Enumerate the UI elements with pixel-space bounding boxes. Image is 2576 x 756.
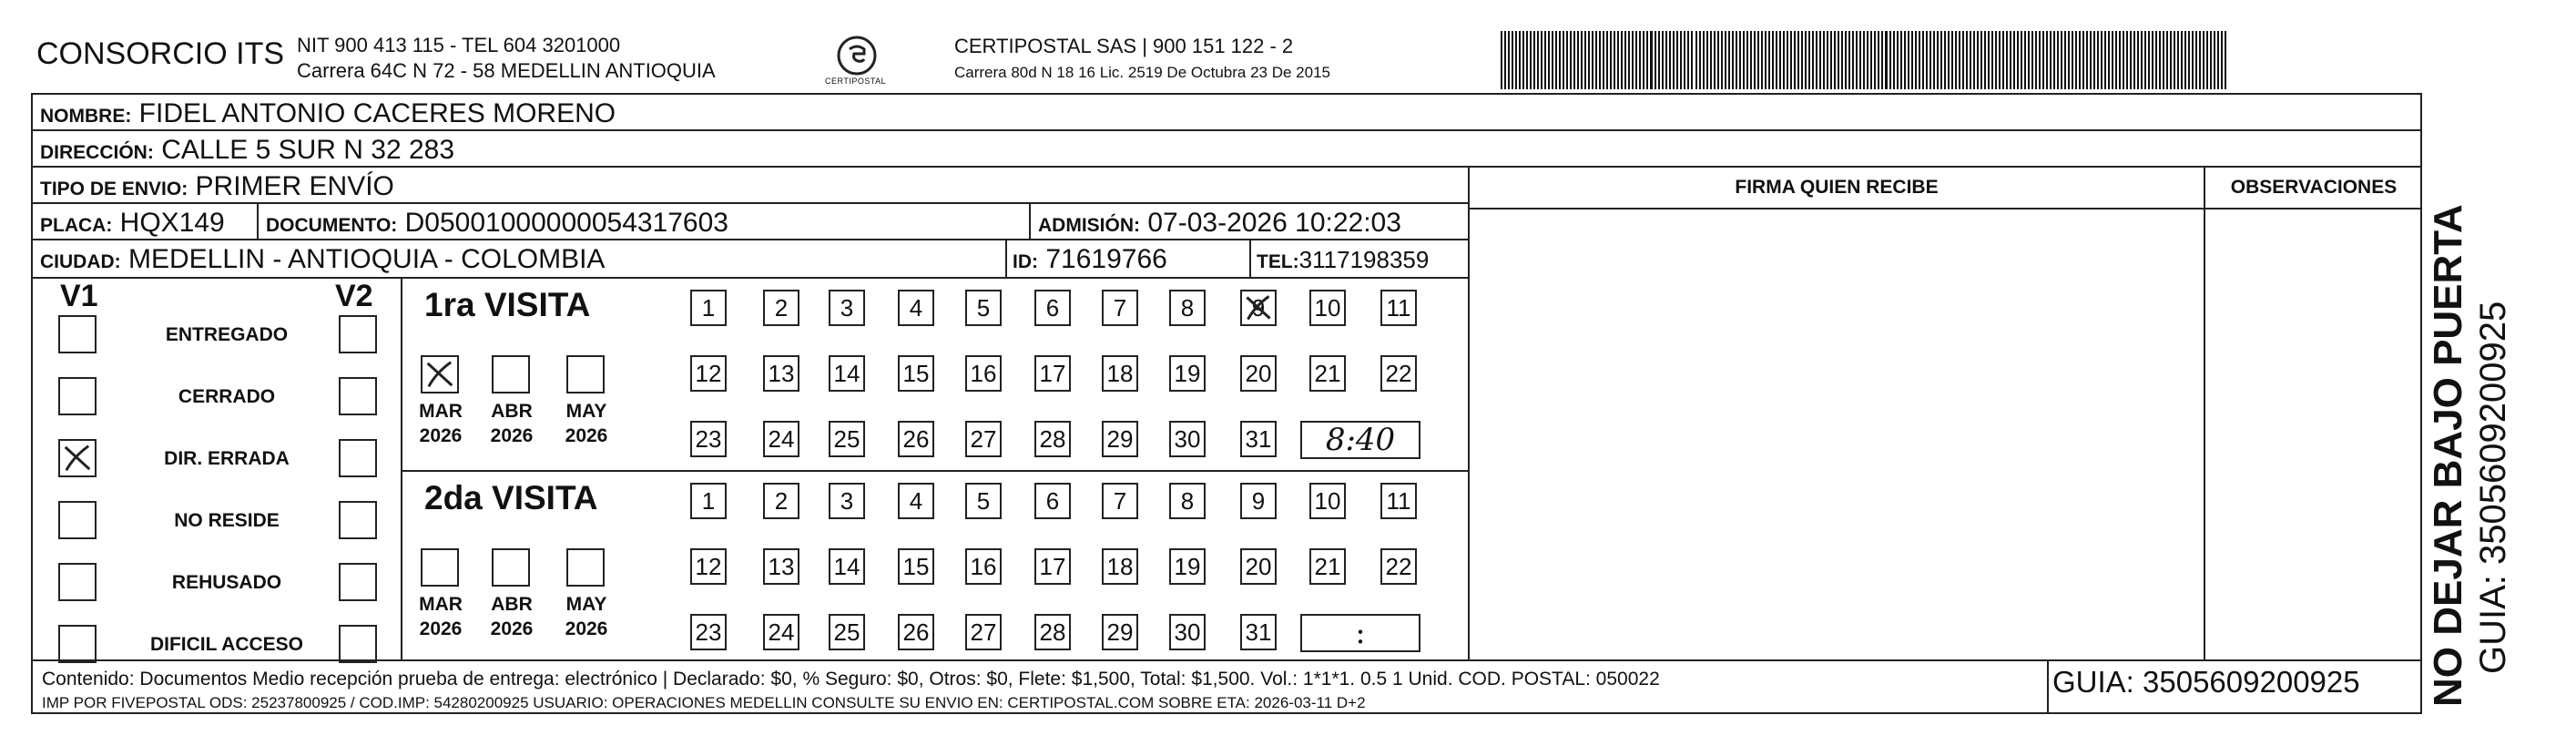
day-box[interactable] bbox=[690, 355, 727, 392]
month-checkbox[interactable] bbox=[566, 548, 605, 587]
row-divider bbox=[31, 166, 2422, 168]
day-number: 24 bbox=[768, 618, 795, 646]
side-guia: GUIA: 3505609200925 bbox=[2473, 301, 2513, 674]
month-name: MAY bbox=[565, 594, 607, 615]
day-number: 29 bbox=[1106, 618, 1134, 646]
day-number: 28 bbox=[1039, 618, 1066, 646]
id-label: ID: bbox=[1013, 251, 1038, 272]
day-box[interactable] bbox=[690, 290, 727, 326]
status-label: CERRADO bbox=[178, 386, 276, 407]
sender-name: CONSORCIO ITS bbox=[36, 36, 285, 71]
day-box[interactable] bbox=[1169, 290, 1206, 326]
day-number: 12 bbox=[695, 359, 722, 387]
day-box[interactable] bbox=[898, 548, 934, 585]
day-number: 19 bbox=[1174, 552, 1201, 580]
day-number: 9 bbox=[1251, 486, 1266, 515]
day-box[interactable] bbox=[763, 421, 799, 457]
footer-guia: GUIA: 3505609200925 bbox=[2052, 665, 2360, 699]
certipostal-logo-icon bbox=[836, 35, 878, 77]
day-number: 15 bbox=[902, 359, 930, 387]
month-name: MAR bbox=[419, 594, 463, 615]
check-mark-icon bbox=[1242, 291, 1275, 324]
column-divider bbox=[2204, 166, 2205, 659]
status-label: DIFICIL ACCESO bbox=[149, 634, 303, 655]
placa-label: PLACA: bbox=[40, 215, 113, 236]
visit-title: 1ra VISITA bbox=[424, 286, 591, 323]
day-box[interactable] bbox=[1034, 290, 1071, 326]
nombre-label: NOMBRE: bbox=[40, 106, 132, 127]
day-box[interactable] bbox=[1034, 548, 1071, 585]
day-box[interactable] bbox=[829, 355, 865, 392]
sender-nit-line: NIT 900 413 115 - TEL 604 3201000 bbox=[297, 34, 621, 56]
day-number: 13 bbox=[768, 552, 795, 580]
day-number: 8 bbox=[1180, 293, 1195, 322]
nombre-row bbox=[40, 98, 616, 129]
v2-checkbox[interactable] bbox=[339, 563, 377, 601]
day-number: 31 bbox=[1245, 424, 1272, 453]
visit-title: 2da VISITA bbox=[424, 479, 598, 516]
day-box[interactable] bbox=[1034, 421, 1071, 457]
day-box[interactable] bbox=[1240, 483, 1277, 519]
day-box[interactable] bbox=[1309, 290, 1346, 326]
month-year: 2026 bbox=[565, 618, 608, 639]
placa-value: HQX149 bbox=[119, 208, 225, 238]
v2-checkbox[interactable] bbox=[339, 439, 377, 477]
ciudad-label: CIUDAD: bbox=[40, 251, 121, 272]
day-number: 11 bbox=[1386, 293, 1411, 322]
day-number: 6 bbox=[1045, 486, 1060, 515]
logo-caption: CERTIPOSTAL bbox=[825, 77, 887, 86]
day-number: 20 bbox=[1245, 359, 1272, 387]
tipo-envio-value: PRIMER ENVÍO bbox=[195, 171, 394, 201]
day-box[interactable] bbox=[690, 483, 727, 519]
direccion-value: CALLE 5 SUR N 32 283 bbox=[161, 135, 455, 165]
day-box[interactable] bbox=[1380, 355, 1417, 392]
id-value: 71619766 bbox=[1045, 244, 1167, 274]
day-box[interactable] bbox=[1102, 290, 1138, 326]
day-box[interactable] bbox=[1169, 548, 1206, 585]
day-number: 9 bbox=[1251, 293, 1266, 322]
day-number: 21 bbox=[1314, 552, 1341, 580]
sender-info bbox=[297, 33, 716, 84]
day-box[interactable] bbox=[1240, 421, 1277, 457]
time-box[interactable] bbox=[1300, 421, 1420, 459]
day-number: 11 bbox=[1386, 486, 1411, 515]
day-box[interactable] bbox=[1240, 548, 1277, 585]
month-name: ABR bbox=[491, 594, 533, 615]
v2-checkbox[interactable] bbox=[339, 377, 377, 415]
firma-header: FIRMA QUIEN RECIBE bbox=[1735, 177, 1939, 198]
day-number: 2 bbox=[774, 293, 789, 322]
day-box[interactable] bbox=[763, 548, 799, 585]
tipo-envio-label: TIPO DE ENVIO: bbox=[40, 179, 188, 199]
status-label: ENTREGADO bbox=[165, 324, 289, 345]
day-number: 23 bbox=[695, 424, 722, 453]
v1-label: V1 bbox=[60, 279, 98, 313]
column-divider bbox=[1005, 239, 1007, 277]
day-number: 25 bbox=[833, 424, 860, 453]
day-number: 24 bbox=[768, 424, 795, 453]
day-number: 2 bbox=[774, 486, 789, 515]
day-number: 19 bbox=[1174, 359, 1201, 387]
id-row bbox=[1013, 244, 1167, 275]
admision-value: 07-03-2026 10:22:03 bbox=[1147, 208, 1401, 238]
ciudad-value: MEDELLIN - ANTIOQUIA - COLOMBIA bbox=[128, 244, 606, 274]
day-box[interactable] bbox=[898, 355, 934, 392]
v1-checkbox[interactable] bbox=[58, 377, 97, 415]
v2-label: V2 bbox=[335, 279, 373, 313]
day-box[interactable] bbox=[965, 355, 1002, 392]
row-divider bbox=[31, 202, 1468, 204]
month-checkbox[interactable] bbox=[421, 355, 459, 393]
v1-checkbox[interactable] bbox=[58, 563, 97, 601]
day-box[interactable] bbox=[829, 548, 865, 585]
day-box[interactable] bbox=[690, 421, 727, 457]
row-divider bbox=[1468, 208, 2422, 209]
row-divider bbox=[31, 239, 1468, 240]
month-label bbox=[412, 592, 470, 641]
month-label bbox=[412, 399, 470, 448]
nombre-value: FIDEL ANTONIO CACERES MORENO bbox=[138, 98, 616, 128]
day-box[interactable] bbox=[1034, 483, 1071, 519]
day-box[interactable] bbox=[690, 614, 727, 650]
tipo-envio-row bbox=[40, 171, 394, 202]
day-box[interactable] bbox=[829, 421, 865, 457]
documento-value: D05001000000054317603 bbox=[404, 208, 728, 238]
tel-value: 3117198359 bbox=[1298, 246, 1430, 273]
day-number: 22 bbox=[1385, 359, 1412, 387]
day-number: 28 bbox=[1039, 424, 1066, 453]
day-box[interactable] bbox=[829, 614, 865, 650]
day-box[interactable] bbox=[1240, 290, 1277, 326]
day-box[interactable] bbox=[1102, 421, 1138, 457]
carrier-name-line: CERTIPOSTAL SAS | 900 151 122 - 2 bbox=[954, 35, 1294, 57]
day-number: 22 bbox=[1385, 552, 1412, 580]
documento-row bbox=[266, 208, 728, 239]
observaciones-header: OBSERVACIONES bbox=[2230, 177, 2398, 198]
day-box[interactable] bbox=[898, 614, 934, 650]
day-number: 1 bbox=[701, 293, 716, 322]
day-box[interactable] bbox=[1034, 614, 1071, 650]
month-label bbox=[483, 592, 541, 641]
v2-checkbox[interactable] bbox=[339, 315, 377, 353]
day-box[interactable] bbox=[1102, 483, 1138, 519]
day-number: 23 bbox=[695, 618, 722, 646]
day-number: 12 bbox=[695, 552, 722, 580]
day-box[interactable] bbox=[965, 548, 1002, 585]
day-number: 1 bbox=[701, 486, 716, 515]
day-box[interactable] bbox=[829, 290, 865, 326]
day-box[interactable] bbox=[965, 483, 1002, 519]
day-number: 4 bbox=[909, 486, 923, 515]
day-box[interactable] bbox=[898, 421, 934, 457]
status-label: DIR. ERRADA bbox=[164, 448, 290, 469]
day-number: 21 bbox=[1314, 359, 1341, 387]
day-number: 30 bbox=[1174, 424, 1201, 453]
day-number: 20 bbox=[1245, 552, 1272, 580]
footer-content-line: Contenido: Documentos Medio recepción prueba de entrega: electrónico | Declarado: $0, % Seguro: $0, Otros: $0, Flete: $1,500, Total: $1,500. Vol.: 1*1*1. 0.5 1 Unid. COD. POSTAL: 050022 bbox=[42, 669, 1660, 690]
day-box[interactable] bbox=[1380, 483, 1417, 519]
month-year: 2026 bbox=[419, 618, 463, 639]
day-number: 17 bbox=[1039, 359, 1066, 387]
day-box[interactable] bbox=[1309, 483, 1346, 519]
day-box[interactable] bbox=[1240, 355, 1277, 392]
day-number: 5 bbox=[976, 486, 991, 515]
day-number: 14 bbox=[833, 359, 860, 387]
day-box[interactable] bbox=[965, 614, 1002, 650]
barcode bbox=[1501, 31, 2229, 89]
day-number: 25 bbox=[833, 618, 860, 646]
day-box[interactable] bbox=[1240, 614, 1277, 650]
column-divider bbox=[1029, 202, 1031, 239]
day-number: 15 bbox=[902, 552, 930, 580]
day-box[interactable] bbox=[1309, 355, 1346, 392]
footer-print-line: IMP POR FIVEPOSTAL ODS: 25237800925 / COD.IMP: 54280200925 USUARIO: OPERACIONES MEDELLIN CONSULTE SU ENVIO EN: CERTIPOSTAL.COM SOBRE ETA: 2026-03-11 D+2 bbox=[42, 694, 1366, 711]
day-number: 10 bbox=[1314, 293, 1341, 322]
placa-row bbox=[40, 208, 225, 239]
v2-checkbox[interactable] bbox=[339, 625, 377, 663]
v2-checkbox[interactable] bbox=[339, 501, 377, 539]
time-value: : bbox=[1355, 615, 1366, 651]
day-number: 5 bbox=[976, 293, 991, 322]
side-warning: NO DEJAR BAJO PUERTA bbox=[2426, 204, 2470, 707]
month-checkbox[interactable] bbox=[421, 548, 459, 587]
month-name: ABR bbox=[491, 401, 533, 422]
day-number: 16 bbox=[970, 359, 997, 387]
day-number: 18 bbox=[1106, 359, 1134, 387]
day-box[interactable] bbox=[1309, 548, 1346, 585]
day-number: 3 bbox=[840, 486, 854, 515]
day-number: 29 bbox=[1106, 424, 1134, 453]
day-number: 4 bbox=[909, 293, 923, 322]
day-box[interactable] bbox=[1034, 355, 1071, 392]
ciudad-row bbox=[40, 244, 605, 275]
day-box[interactable] bbox=[1169, 483, 1206, 519]
column-divider bbox=[1249, 239, 1251, 277]
day-box[interactable] bbox=[763, 290, 799, 326]
row-divider bbox=[31, 659, 2422, 661]
status-label: REHUSADO bbox=[171, 572, 282, 593]
day-number: 7 bbox=[1113, 486, 1127, 515]
day-box[interactable] bbox=[1102, 355, 1138, 392]
v1-checkbox[interactable] bbox=[58, 625, 97, 663]
sender-address-line: Carrera 64C N 72 - 58 MEDELLIN ANTIOQUIA bbox=[297, 59, 716, 82]
day-number: 26 bbox=[902, 424, 930, 453]
day-number: 7 bbox=[1113, 293, 1127, 322]
v1-checkbox[interactable] bbox=[58, 315, 97, 353]
time-value: 8:40 bbox=[1325, 422, 1396, 458]
day-box[interactable] bbox=[763, 355, 799, 392]
month-year: 2026 bbox=[490, 425, 534, 446]
v1-checkbox[interactable] bbox=[58, 501, 97, 539]
day-number: 3 bbox=[840, 293, 854, 322]
day-number: 8 bbox=[1180, 486, 1195, 515]
day-number: 14 bbox=[833, 552, 860, 580]
day-number: 13 bbox=[768, 359, 795, 387]
day-box[interactable] bbox=[898, 290, 934, 326]
day-box[interactable] bbox=[763, 483, 799, 519]
row-divider bbox=[31, 277, 1468, 279]
day-box[interactable] bbox=[1380, 290, 1417, 326]
status-label: NO RESIDE bbox=[174, 510, 280, 531]
month-checkbox[interactable] bbox=[566, 355, 605, 393]
day-box[interactable] bbox=[1169, 614, 1206, 650]
admision-row bbox=[1038, 208, 1401, 239]
month-name: MAY bbox=[565, 401, 607, 422]
column-divider bbox=[257, 202, 259, 239]
day-number: 26 bbox=[902, 618, 930, 646]
day-number: 27 bbox=[970, 424, 997, 453]
day-box[interactable] bbox=[690, 548, 727, 585]
month-checkbox[interactable] bbox=[492, 355, 530, 393]
month-year: 2026 bbox=[419, 425, 463, 446]
month-year: 2026 bbox=[490, 618, 534, 639]
tel-row bbox=[1257, 246, 1429, 274]
row-divider bbox=[31, 129, 2422, 131]
tel-label: TEL: bbox=[1257, 251, 1299, 272]
row-divider bbox=[401, 470, 1468, 472]
day-box[interactable] bbox=[965, 290, 1002, 326]
month-checkbox[interactable] bbox=[492, 548, 530, 587]
day-number: 31 bbox=[1245, 618, 1272, 646]
day-number: 6 bbox=[1045, 293, 1060, 322]
documento-label: DOCUMENTO: bbox=[266, 215, 398, 236]
month-year: 2026 bbox=[565, 425, 608, 446]
day-box[interactable] bbox=[965, 421, 1002, 457]
day-box[interactable] bbox=[1102, 614, 1138, 650]
day-number: 16 bbox=[970, 552, 997, 580]
day-box[interactable] bbox=[898, 483, 934, 519]
direccion-row bbox=[40, 135, 454, 166]
month-name: MAR bbox=[419, 401, 463, 422]
day-number: 30 bbox=[1174, 618, 1201, 646]
admision-label: ADMISIÓN: bbox=[1038, 215, 1140, 236]
column-divider bbox=[1468, 166, 1470, 659]
direccion-label: DIRECCIÓN: bbox=[40, 142, 154, 163]
month-label bbox=[557, 592, 616, 641]
month-label bbox=[557, 399, 616, 448]
check-mark-icon bbox=[423, 357, 457, 392]
time-box[interactable] bbox=[1300, 614, 1420, 652]
v1-checkbox[interactable] bbox=[58, 439, 97, 477]
day-number: 18 bbox=[1106, 552, 1134, 580]
carrier-license-line: Carrera 80d N 18 16 Lic. 2519 De Octubra 23 De 2015 bbox=[954, 64, 1330, 81]
day-box[interactable] bbox=[829, 483, 865, 519]
day-box[interactable] bbox=[1169, 421, 1206, 457]
day-number: 27 bbox=[970, 618, 997, 646]
day-box[interactable] bbox=[763, 614, 799, 650]
column-divider bbox=[401, 277, 402, 659]
day-box[interactable] bbox=[1169, 355, 1206, 392]
column-divider bbox=[2047, 659, 2049, 714]
check-mark-icon bbox=[60, 441, 95, 475]
month-label bbox=[483, 399, 541, 448]
day-number: 17 bbox=[1039, 552, 1066, 580]
day-box[interactable] bbox=[1102, 548, 1138, 585]
day-number: 10 bbox=[1314, 486, 1341, 515]
day-box[interactable] bbox=[1380, 548, 1417, 585]
